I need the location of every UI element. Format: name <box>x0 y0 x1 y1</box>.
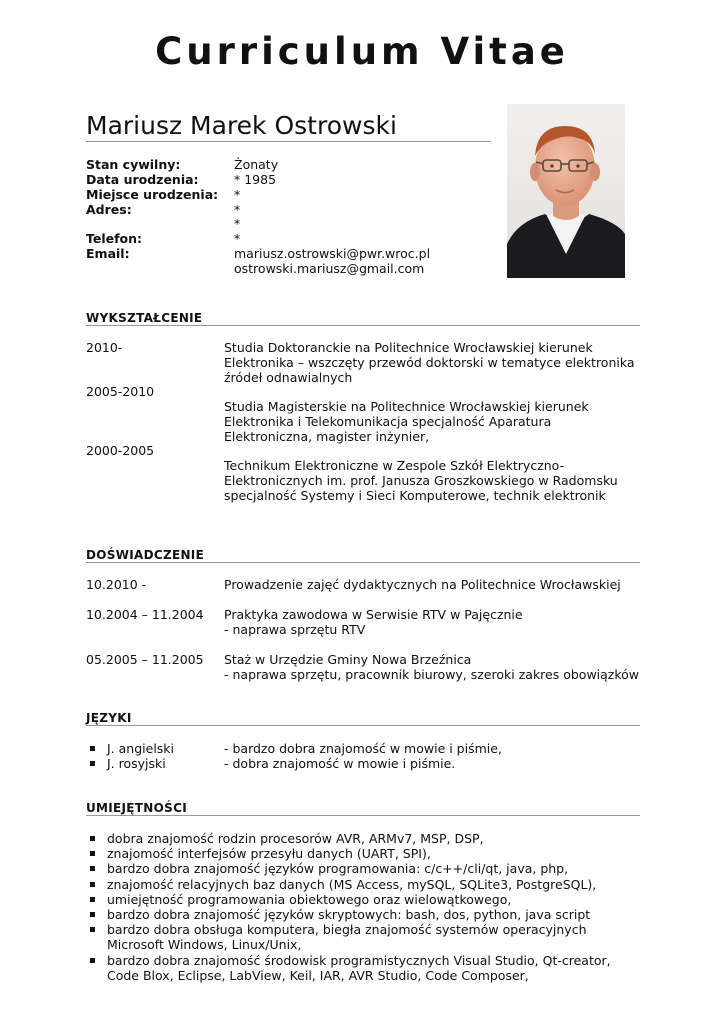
profile-photo <box>507 104 625 278</box>
language-name: J. angielski <box>107 741 175 756</box>
bullet-icon <box>90 761 95 766</box>
bullet-icon <box>90 746 95 751</box>
bullet-icon <box>90 851 95 856</box>
languages-divider <box>86 725 640 726</box>
experience-date: 10.2010 - <box>86 577 147 592</box>
skill-text: znajomość relacyjnych baz danych (MS Access, mySQL, SQLite3, PostgreSQL), <box>107 876 597 892</box>
birthdate-label: Data urodzenia: <box>86 172 199 187</box>
education-entry: Studia Doktoranckie na Politechnice Wrocławskiej kierunek Elektronika – wszczęty przewód doktorski w tematyce elektronika źródeł odnawialnych <box>224 340 635 385</box>
email-link-secondary[interactable]: ostrowski.mariusz@gmail.com <box>234 261 425 276</box>
education-date: 2000-2005 <box>86 443 155 458</box>
address-line-2: * <box>234 216 241 231</box>
skills-list <box>86 831 646 983</box>
phone-value: * <box>234 231 241 246</box>
education-date: 2005-2010 <box>86 384 155 399</box>
birthdate-value: * 1985 <box>234 172 277 187</box>
experience-entry: Prowadzenie zajęć dydaktycznych na Politechnice Wrocławskiej <box>224 577 621 592</box>
experience-heading: DOŚWIADCZENIE <box>86 548 205 562</box>
email-link-primary[interactable]: mariusz.ostrowski@pwr.wroc.pl <box>234 246 431 261</box>
bullet-icon <box>90 897 95 902</box>
email-label: Email: <box>86 246 130 261</box>
list-item <box>86 831 646 846</box>
skill-text: bardzo dobra znajomość środowisk programistycznych Visual Studio, Qt-creator, Code Blox, Eclipse, LabView, Keil, IAR, AVR Studio, Code Composer, <box>107 952 611 983</box>
bullet-icon <box>90 866 95 871</box>
skill-text: bardzo dobra obsługa komputera, biegła znajomość systemów operacyjnych Microsoft Windows, Linux/Unix, <box>107 922 587 953</box>
list-item <box>86 846 646 861</box>
bullet-icon <box>90 882 95 887</box>
education-heading: WYKSZTAŁCENIE <box>86 311 203 325</box>
list-item <box>86 953 646 983</box>
list-item <box>86 861 646 876</box>
skills-divider <box>86 815 640 816</box>
marital-status-label: Stan cywilny: <box>86 157 181 172</box>
bullet-icon <box>90 912 95 917</box>
name-divider <box>86 141 491 142</box>
skill-text: umiejętność programowania obiektowego oraz wielowątkowego, <box>107 891 512 907</box>
language-level: - dobra znajomość w mowie i piśmie. <box>224 756 456 771</box>
experience-entry: Praktyka zawodowa w Serwisie RTV w Pajęcznie - naprawa sprzętu RTV <box>224 607 523 637</box>
education-divider <box>86 325 640 326</box>
list-item <box>86 922 646 952</box>
list-item <box>86 892 646 907</box>
education-entry: Technikum Elektroniczne w Zespole Szkół Elektryczno- Elektronicznych im. prof. Janusza Groszkowskiego w Radomsku specjalność Systemy i Sieci Komputerowe, technik elektronik <box>224 458 618 503</box>
skills-heading: UMIEJĘTNOŚCI <box>86 801 187 815</box>
skill-text: bardzo dobra znajomość języków skryptowych: bash, dos, python, java script <box>107 907 591 923</box>
page-title: Curriculum Vitae <box>155 30 569 73</box>
skill-text: znajomość interfejsów przesyłu danych (UART, SPI), <box>107 846 431 862</box>
bullet-icon <box>90 927 95 932</box>
language-name: J. rosyjski <box>107 756 166 771</box>
address-line-1: * <box>234 202 241 217</box>
languages-heading: JĘZYKI <box>86 711 132 725</box>
list-item <box>86 877 646 892</box>
person-name: Mariusz Marek Ostrowski <box>86 111 397 140</box>
education-date: 2010- <box>86 340 123 355</box>
bullet-icon <box>90 836 95 841</box>
skill-text: dobra znajomość rodzin procesorów AVR, ARMv7, MSP, DSP, <box>107 831 484 846</box>
bullet-icon <box>90 958 95 963</box>
phone-label: Telefon: <box>86 231 143 246</box>
experience-date: 10.2004 – 11.2004 <box>86 607 204 622</box>
list-item <box>86 907 646 922</box>
language-level: - bardzo dobra znajomość w mowie i piśmie, <box>224 741 502 756</box>
experience-date: 05.2005 – 11.2005 <box>86 652 204 667</box>
birthplace-label: Miejsce urodzenia: <box>86 187 219 202</box>
experience-entry: Staż w Urzędzie Gminy Nowa Brzeźnica - naprawa sprzętu, pracownik biurowy, szeroki zakres obowiązków <box>224 652 640 682</box>
skill-text: bardzo dobra znajomość języków programowania: c/c++/cli/qt, java, php, <box>107 861 569 877</box>
birthplace-value: * <box>234 187 241 202</box>
address-label: Adres: <box>86 202 132 217</box>
marital-status-value: Żonaty <box>234 157 279 172</box>
education-entry: Studia Magisterskie na Politechnice Wrocławskiej kierunek Elektronika i Telekomunikacja specjalność Aparatura Elektroniczna, magister inżynier, <box>224 399 589 444</box>
experience-divider <box>86 562 640 563</box>
